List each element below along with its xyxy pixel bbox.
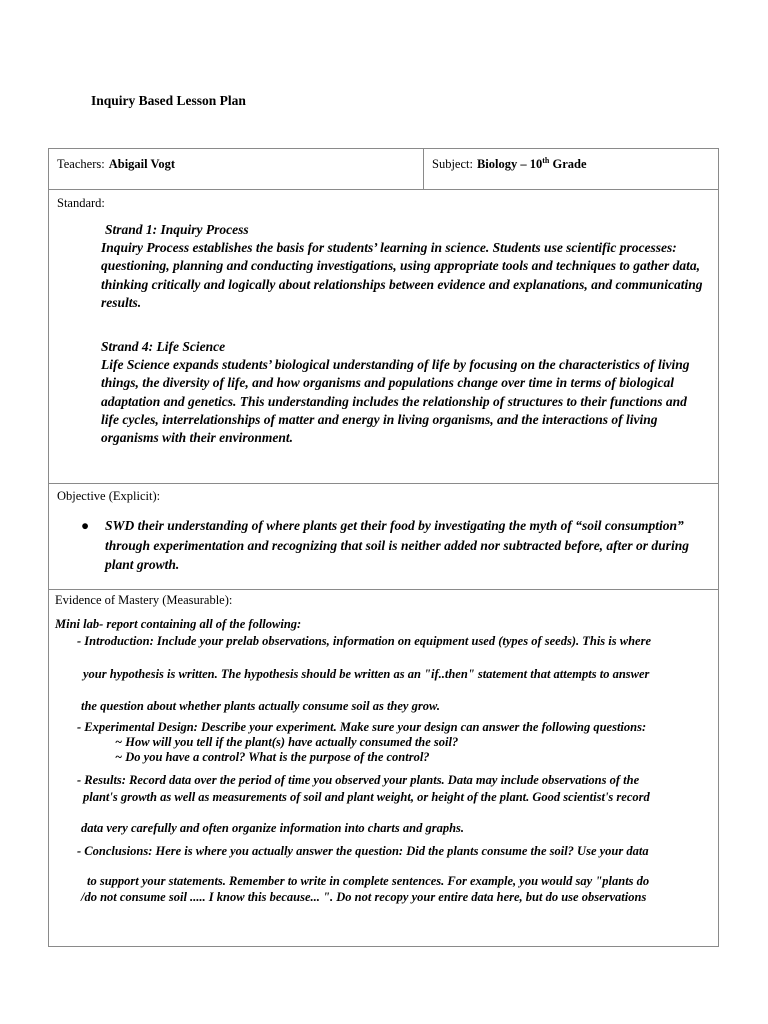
strand-1 [101, 221, 704, 312]
subject-value-sup: th [542, 155, 550, 165]
evidence-line: ~ How will you tell if the plant(s) have actually consumed the soil? [115, 735, 459, 749]
evidence-line: plant's growth as well as measurements of soil and plant weight, or height of the plant. Good scientist's record [83, 790, 650, 804]
subject-value-main: Biology – 10 [476, 157, 543, 171]
standard-label: Standard: [57, 196, 105, 210]
subject-value [477, 157, 587, 171]
evidence-line: to support your statements. Remember to write in complete sentences. For example, you would say "plants do [87, 874, 650, 888]
evidence-line: data very carefully and often organize information into charts and graphs. [81, 821, 465, 835]
evidence-line: ~ Do you have a control? What is the purpose of the control? [115, 750, 430, 764]
standard-row [49, 190, 719, 484]
evidence-label: Evidence of Mastery (Measurable): [55, 593, 233, 607]
evidence-line: - Experimental Design: Describe your experiment. Make sure your design can answer the following questions: [77, 720, 647, 734]
evidence-line: the question about whether plants actually consume soil as they grow. [81, 699, 440, 713]
standard-cell [49, 190, 719, 484]
strand-4-text: Life Science expands students’ biological understanding of life by focusing on the characteristics of living things, the diversity of life, and how organisms and populations change over time in terms of biological adaptation and genetics. This understanding includes the relationship of structures to their functions and life cycles, interrelationships of matter and energy in living organisms, and the interactions of living organisms with their environment. [101, 357, 690, 446]
evidence-cell [49, 590, 719, 947]
strand-1-text: Inquiry Process establishes the basis for students’ learning in science. Students use scientific processes: questioning, planning and conducting investigations, using appropriate tools and techniques to gather data, thinking critically and logically about relationships between evidence and explanations, and communicating results. [101, 240, 703, 310]
lesson-plan-table [48, 148, 719, 947]
objective-label: Objective (Explicit): [57, 489, 161, 503]
document-title: Inquiry Based Lesson Plan [91, 93, 246, 108]
evidence-line: Mini lab- report containing all of the following: [55, 617, 302, 631]
objective-text: SWD their understanding of where plants get their food by investigating the myth of “soil consumption” through experimentation and recognizing that soil is neither added nor subtracted before, after or during plant growth. [105, 518, 689, 572]
subject-cell [424, 149, 719, 190]
objective-cell [49, 484, 719, 590]
strand-4-title: Strand 4: Life Science [101, 339, 226, 355]
strand-4 [101, 338, 704, 447]
header-row [49, 149, 719, 190]
evidence-line: - Conclusions: Here is where you actually answer the question: Did the plants consume the soil? Use your data [77, 844, 649, 858]
objective-row [49, 484, 719, 590]
teacher-cell [49, 149, 424, 190]
subject-label: Subject: [432, 157, 473, 171]
bullet-icon: ● [81, 518, 90, 533]
evidence-line: - Results: Record data over the period of time you observed your plants. Data may include observations of the [77, 773, 640, 787]
strand-1-title: Strand 1: Inquiry Process [105, 222, 249, 237]
subject-value-grade: Grade [549, 157, 587, 171]
evidence-line: /do not consume soil ..... I know this because... ". Do not recopy your entire data here, but do use observations [81, 890, 647, 904]
evidence-line: - Introduction: Include your prelab observations, information on equipment used (types of seeds). This is where [77, 634, 651, 648]
evidence-line: your hypothesis is written. The hypothesis should be written as an "if..then" statement that attempts to answer [83, 667, 650, 681]
teacher-name: Abigail Vogt [108, 157, 176, 171]
evidence-row [49, 590, 719, 947]
teachers-label: Teachers: [57, 157, 105, 171]
objective-item [57, 516, 710, 575]
